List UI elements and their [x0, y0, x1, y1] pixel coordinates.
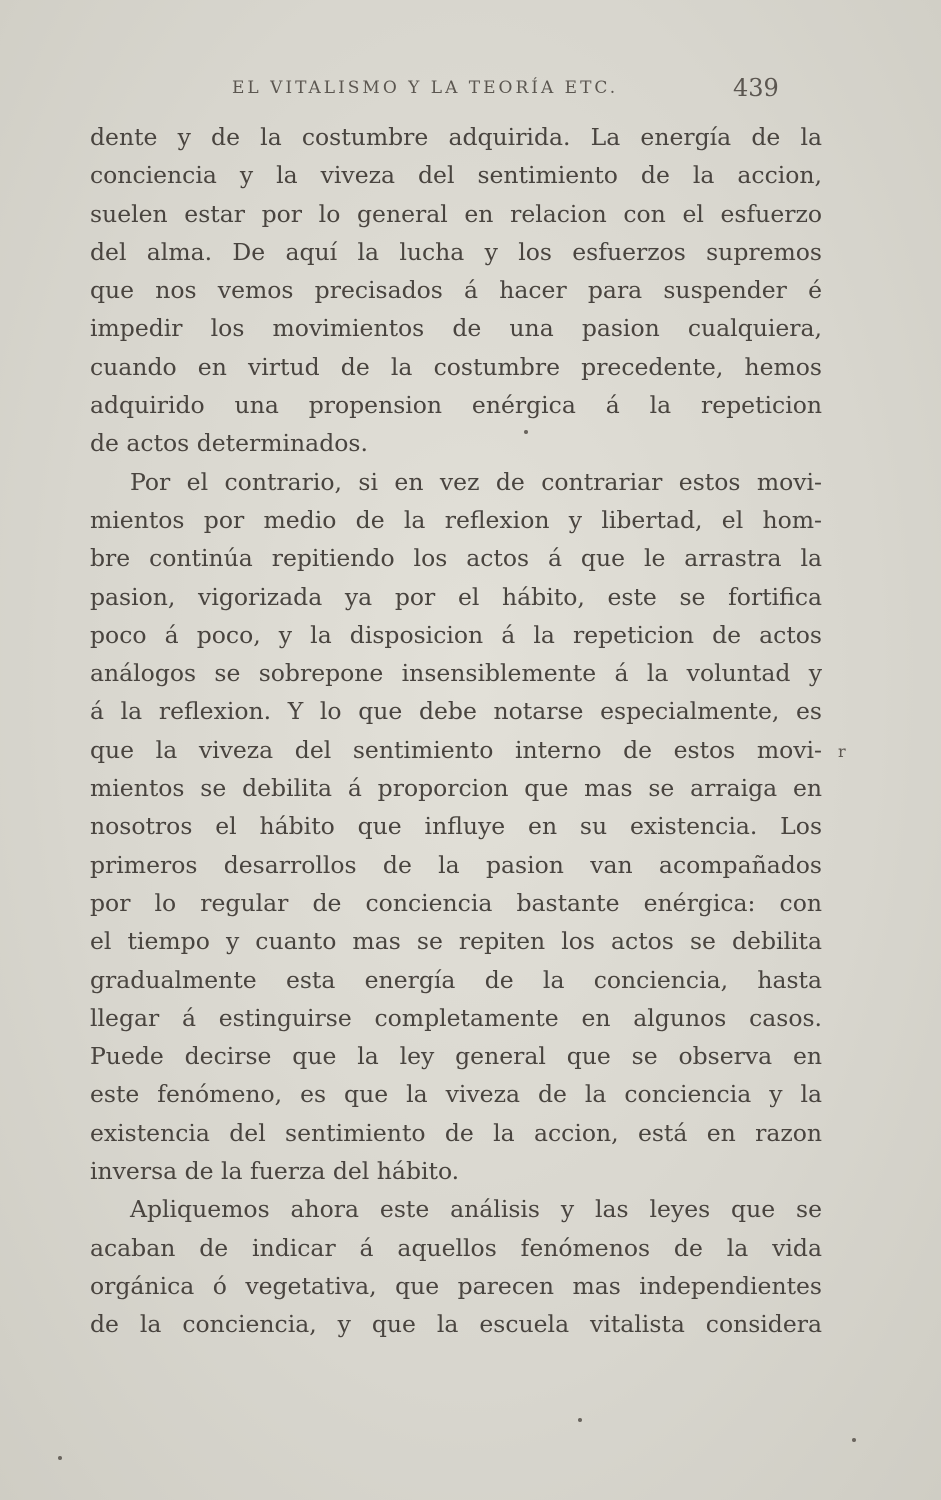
text-line: llegar á estinguirse completamente en algunos casos.	[90, 1003, 822, 1032]
text-line: de la conciencia, y que la escuela vitalista considera	[90, 1310, 822, 1339]
text-line: Apliquemos ahora este análisis y las leyes que se	[130, 1195, 822, 1224]
paragraph-3	[90, 1190, 822, 1343]
text-line: Puede decirse que la ley general que se observa en	[90, 1042, 822, 1071]
text-line: acaban de indicar á aquellos fenómenos de la vida	[90, 1233, 822, 1262]
text-line: por lo regular de conciencia bastante enérgica: con	[90, 888, 822, 917]
text-line: este fenómeno, es que la viveza de la conciencia y la	[90, 1080, 822, 1109]
text-line: primeros desarrollos de la pasion van acompañados	[90, 850, 822, 879]
paper-speck	[58, 1456, 62, 1460]
text-line: el tiempo y cuanto mas se repiten los actos se debilita	[90, 927, 822, 956]
text-line: que la viveza del sentimiento interno de estos movi-	[90, 735, 822, 764]
text-line: suelen estar por lo general en relacion con el esfuerzo	[90, 199, 822, 228]
text-line: del alma. De aquí la lucha y los esfuerzos supremos	[90, 237, 822, 266]
body-text	[90, 118, 822, 1344]
text-line: nosotros el hábito que influye en su existencia. Los	[90, 812, 822, 841]
text-line: Por el contrario, si en vez de contrariar estos movi-	[130, 467, 822, 496]
text-line: inversa de la fuerza del hábito.	[90, 1157, 460, 1186]
text-line: cuando en virtud de la costumbre precedente, hemos	[90, 352, 822, 381]
text-line: impedir los movimientos de una pasion cualquiera,	[90, 314, 822, 343]
margin-note: r	[838, 742, 846, 761]
paper-speck	[852, 1438, 856, 1442]
text-line: análogos se sobrepone insensiblemente á la voluntad y	[90, 659, 822, 688]
text-line: á la reflexion. Y lo que debe notarse especialmente, es	[90, 697, 822, 726]
paper-speck	[578, 1418, 582, 1422]
text-line: existencia del sentimiento de la accion, está en razon	[90, 1118, 822, 1147]
text-line: mientos se debilita á proporcion que mas se arraiga en	[90, 774, 822, 803]
text-line: bre continúa repitiendo los actos á que le arrastra la	[90, 544, 822, 573]
paragraph-1	[90, 118, 822, 463]
page-number: 439	[733, 74, 779, 102]
text-line: poco á poco, y la disposicion á la repeticion de actos	[90, 620, 822, 649]
text-line: que nos vemos precisados á hacer para suspender é	[90, 276, 822, 305]
text-line: conciencia y la viveza del sentimiento de la accion,	[90, 161, 822, 190]
text-line: adquirido una propension enérgica á la repeticion	[90, 391, 822, 420]
text-line: de actos determinados.	[90, 429, 368, 458]
text-line: gradualmente esta energía de la conciencia, hasta	[90, 965, 822, 994]
running-title: EL VITALISMO Y LA TEORÍA ETC.	[232, 78, 619, 98]
paragraph-2	[90, 463, 822, 1191]
text-line: pasion, vigorizada ya por el hábito, este se fortifica	[90, 582, 822, 611]
text-line: dente y de la costumbre adquirida. La energía de la	[90, 123, 822, 151]
running-head	[0, 74, 941, 108]
text-line: mientos por medio de la reflexion y libertad, el hom-	[90, 505, 822, 534]
text-line: orgánica ó vegetativa, que parecen mas independientes	[90, 1271, 822, 1300]
paper-speck	[524, 430, 528, 434]
